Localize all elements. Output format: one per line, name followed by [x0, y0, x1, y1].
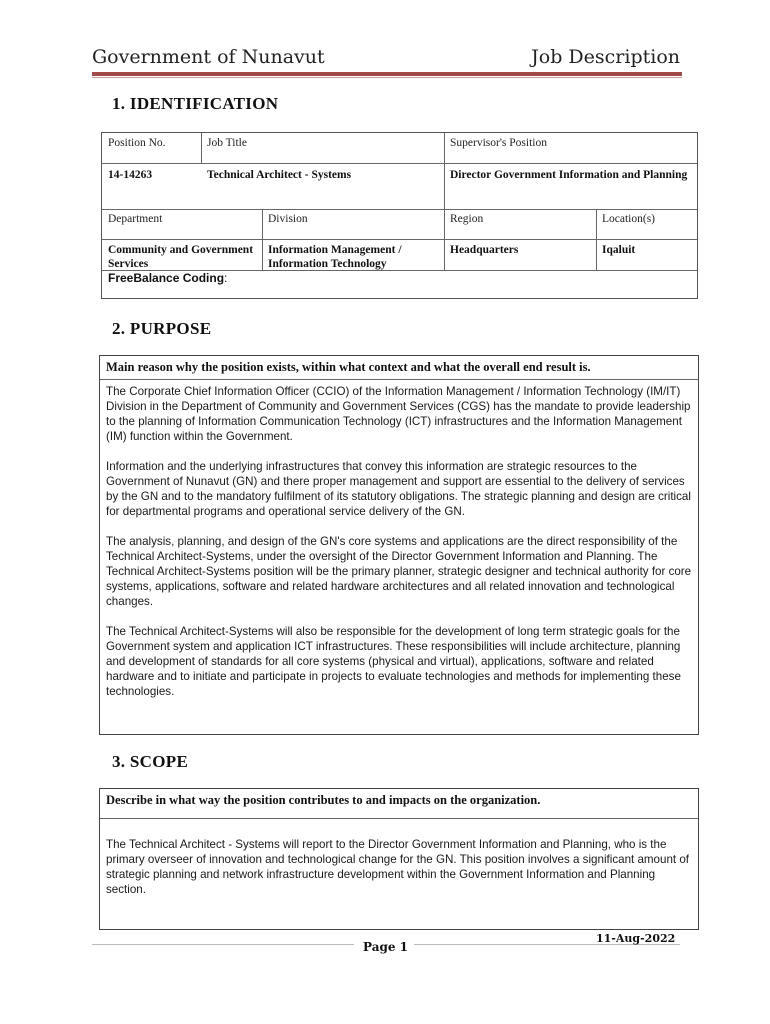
section-identification-title: 1. IDENTIFICATION [112, 94, 279, 113]
identification-table [101, 132, 698, 299]
division-label: Division [268, 213, 308, 225]
supervisor-value: Director Government Information and Planning [450, 169, 688, 181]
department-value: Community and Government Services [108, 244, 254, 270]
section-scope-title: 3. SCOPE [112, 752, 189, 771]
scope-box [99, 788, 699, 930]
footer-date: 11-Aug-2022 [596, 932, 676, 945]
footer-rule-left [92, 944, 354, 945]
purpose-paragraph: The Technical Architect-Systems will also be responsible for the development of long term strategic goals for the Government system and application ICT infrastructures. These responsibilities will include architecture, planning and development of standards for all core systems (physical and virtual), applications, software and related hardware and to initiate and participate in projects to evaluate technologies and methods for implementing these technologies. [106, 625, 681, 698]
supervisor-label: Supervisor's Position [450, 137, 547, 149]
region-label: Region [450, 213, 484, 225]
freebalance-colon: : [224, 271, 228, 285]
purpose-paragraph: The Corporate Chief Information Officer (CCIO) of the Information Management / Information Technology (IM/IT) Division in the Department of Community and Government Services (CGS) has the mandate to provide leadership to the planning of Information Communication Technology (ICT) infrastructures and the Information Management (IM) function within the Government. [106, 385, 691, 443]
job-title-value: Technical Architect - Systems [207, 169, 352, 181]
scope-paragraph: The Technical Architect - Systems will report to the Director Government Information and Planning, who is the primary overseer of innovation and technological change for the GN. This position involves a significant amount of strategic planning and network infrastructure development within the Government Information and Planning section. [106, 838, 690, 896]
purpose-paragraph: The analysis, planning, and design of the GN's core systems and applications are the direct responsibility of the Technical Architect-Systems, under the oversight of the Director Government Information and Planning. The Technical Architect-Systems position will be the primary planner, strategic designer and technical authority for core systems, applications, software and related hardware architectures and all related innovation and technological changes. [106, 535, 692, 608]
header-document-type: Job Description [531, 46, 680, 68]
freebalance-label: FreeBalance Coding [108, 271, 225, 285]
purpose-question: Main reason why the position exists, within what context and what the overall end result is. [100, 356, 698, 380]
footer-page-number: Page 1 [363, 940, 409, 954]
location-label: Location(s) [602, 213, 656, 225]
position-no-value: 14-14263 [108, 169, 153, 181]
region-value: Headquarters [450, 244, 519, 256]
freebalance-coding [102, 269, 697, 287]
header-rule-thin [92, 77, 682, 78]
section-purpose-title: 2. PURPOSE [112, 319, 212, 338]
header-organization: Government of Nunavut [92, 46, 325, 68]
department-label: Department [108, 213, 163, 225]
page-header [92, 46, 680, 72]
job-title-label: Job Title [207, 137, 247, 149]
purpose-box [99, 355, 699, 735]
header-rule [92, 72, 682, 76]
purpose-body [100, 380, 698, 718]
position-no-label: Position No. [108, 137, 166, 149]
location-value: Iqaluit [602, 244, 636, 256]
division-value: Information Management / Information Technology [268, 244, 402, 270]
scope-question: Describe in what way the position contributes to and impacts on the organization. [100, 789, 698, 819]
purpose-paragraph: Information and the underlying infrastructures that convey this information are strategic resources to the Government of Nunavut (GN) and there proper management and support are essential to the delivery of services by the GN and to the mandatory fulfilment of its statutory obligations. The strategic planning and design are critical for departmental programs and operational service delivery of the GN. [106, 460, 691, 518]
scope-body [100, 819, 698, 916]
